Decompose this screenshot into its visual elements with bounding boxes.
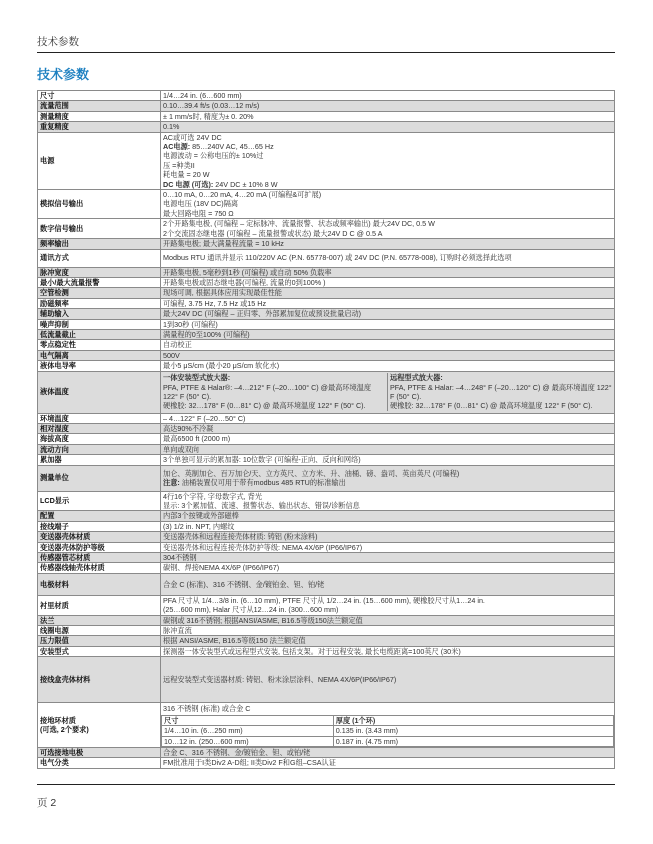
spec-label: 通讯方式 <box>38 249 161 267</box>
spec-label: 线圈电源 <box>38 626 161 636</box>
spec-label: 电气分类 <box>38 758 161 768</box>
spec-value-line <box>163 170 612 179</box>
spec-row <box>38 319 615 329</box>
spec-label: 励磁频率 <box>38 298 161 308</box>
spec-value-line <box>163 229 612 238</box>
spec-value-line <box>163 133 612 142</box>
spec-label: 最小/最大流量报警 <box>38 277 161 287</box>
spec-label: 低流量截止 <box>38 329 161 339</box>
spec-value: 可编程, 3.75 Hz, 7.5 Hz 或15 Hz <box>161 298 615 308</box>
integral-amplifier-column <box>163 373 388 411</box>
spec-row <box>38 532 615 542</box>
spec-value: 变送器壳体和远程连接壳体材质: 铸铝 (粉末涂料) <box>161 532 615 542</box>
spec-value: 最大24V DC (可编程 – 正归零、外部累加复位或预设批量启动) <box>161 309 615 319</box>
spec-table <box>37 90 615 769</box>
spec-value: 3个单独可显示的累加器: 10位数字 (可编程-正向、反向和网络) <box>161 455 615 465</box>
spec-row <box>38 747 615 757</box>
spec-value: 碳钢、焊接NEMA 4X/6P (IP66/IP67) <box>161 563 615 573</box>
spec-value: 开路集电极; 最大满量程流量 = 10 kHz <box>161 239 615 249</box>
spec-row <box>38 361 615 371</box>
spec-row <box>38 521 615 531</box>
spec-row <box>38 132 615 189</box>
spec-label: 噪声抑制 <box>38 319 161 329</box>
spec-value-text: 最大回路电阻 = 750 Ω <box>163 208 234 218</box>
spec-row <box>38 646 615 656</box>
spec-label: 尺寸 <box>38 91 161 101</box>
spec-value-text: 2个交流固态继电器 (可编程 – 流量报警或状态) 最大24V D C @ 0.5 A <box>163 228 383 238</box>
spec-row <box>38 595 615 615</box>
spec-value: 自动校正 <box>161 340 615 350</box>
column-heading: 一体安装型式放大器: <box>163 373 231 383</box>
spec-value: 1/4…24 in. (6…600 mm) <box>161 91 615 101</box>
spec-label: 配置 <box>38 511 161 521</box>
spec-row <box>38 309 615 319</box>
spec-label: 电源 <box>38 132 161 189</box>
spec-value: 单向或双向 <box>161 444 615 454</box>
spec-value: 变送器壳体和远程连接壳体防护等级: NEMA 4X/6P (IP66/IP67) <box>161 542 615 552</box>
spec-value: 0.10…39.4 ft/s (0.03…12 m/s) <box>161 101 615 111</box>
spec-row <box>38 511 615 521</box>
spec-value: 根据 ANSI/ASME, B16.5等级150 法兰额定值 <box>161 636 615 646</box>
spec-row <box>38 298 615 308</box>
spec-label: 环境温度 <box>38 413 161 423</box>
spec-value: Modbus RTU 通讯并显示 110/220V AC (P.N. 65778-007) 或 24V DC (P.N. 65778-008), 订购时必须选择此选项 <box>161 249 615 267</box>
spec-label: 法兰 <box>38 615 161 625</box>
spec-value-text: 85…240V AC, 45…65 Hz <box>190 142 274 152</box>
spec-value: 304不锈钢 <box>161 553 615 563</box>
spec-value-text: PFA 尺寸从 1/4…3/8 in. (6…10 mm), PTFE 尺寸从 1/2…24 in. (15…600 mm), 硬橡胶尺寸从1…24 in. <box>163 595 485 605</box>
column-line: 硬橡胶: 32…178° F (0…81° C) @ 最高环境温度 122° F (50° C). <box>163 401 366 411</box>
spec-row <box>38 239 615 249</box>
spec-value: 高达90%不冷凝 <box>161 423 615 433</box>
grounding-material: 316 不锈钢 (标准) 或合金 C <box>163 704 251 714</box>
spec-row <box>38 444 615 454</box>
spec-label: 传感器管芯材质 <box>38 553 161 563</box>
spec-row <box>38 542 615 552</box>
spec-label: LCD显示 <box>38 491 161 511</box>
page-title: 技术参数 <box>37 67 90 82</box>
running-header: 技术参数 <box>37 36 79 48</box>
spec-value: 脉冲直流 <box>161 626 615 636</box>
spec-row <box>38 434 615 444</box>
spec-row <box>38 615 615 625</box>
spec-row <box>38 111 615 121</box>
spec-row <box>38 703 615 748</box>
spec-label: 液体温度 <box>38 371 161 413</box>
spec-value-text: 0…10 mA, 0…20 mA, 4…20 mA (可编程&可扩展) <box>163 190 322 200</box>
spec-value: 0.1% <box>161 122 615 132</box>
spec-value-line <box>163 190 612 199</box>
spec-value-line <box>163 469 612 478</box>
grounding-cell: 0.187 in. (4.75 mm) <box>333 736 613 746</box>
spec-label: 压力限值 <box>38 636 161 646</box>
spec-value-emphasis: 注意: <box>163 478 180 488</box>
grounding-header: 厚度 (1个环) <box>333 715 613 725</box>
spec-value: 内部3个按键或外部磁棒 <box>161 511 615 521</box>
spec-value-text: 24V DC ± 10% 8 W <box>213 179 278 189</box>
spec-row <box>38 371 615 413</box>
header-divider <box>37 52 615 53</box>
spec-value-line <box>163 492 612 501</box>
footer-divider <box>37 784 615 785</box>
spec-label: 衬里材质 <box>38 595 161 615</box>
spec-value-line <box>163 142 612 151</box>
spec-label: 变送器壳体材质 <box>38 532 161 542</box>
spec-value <box>161 190 615 219</box>
spec-value-line <box>163 219 612 228</box>
spec-value-text: 显示: 3个累加值、流速、报警状态、输出状态、错误/诊断信息 <box>163 501 360 510</box>
spec-value-text: 电源波动 = 公称电压的± 10%过 <box>163 151 264 161</box>
spec-row <box>38 101 615 111</box>
spec-row <box>38 122 615 132</box>
spec-row <box>38 329 615 339</box>
spec-label: 零点稳定性 <box>38 340 161 350</box>
spec-value: 合金 C (标准)、316 不锈钢、金/镀铂金、钽、铂/铑 <box>161 573 615 595</box>
spec-row <box>38 190 615 219</box>
spec-value-text: (25…600 mm), Halar 尺寸从12…24 in. (300…600 mm) <box>163 605 339 615</box>
column-heading: 远程型式放大器: <box>390 373 443 383</box>
spec-value: 开路集电极或固态继电器(可编程, 流量的0到100% ) <box>161 277 615 287</box>
spec-value-text: 4行16个字符, 字母数字式, 背光 <box>163 491 263 501</box>
spec-value: 远程安装型式变送器材质: 铸铝、粉末涂层涂料、NEMA 4X/6P(IP66/IP67) <box>161 657 615 703</box>
spec-row <box>38 573 615 595</box>
spec-row <box>38 636 615 646</box>
spec-value: – 4…122° F (–20…50° C) <box>161 413 615 423</box>
column-line: 硬橡胶: 32…178° F (0…81° C) @ 最高环境温度 122° F (50° C). <box>390 401 593 411</box>
spec-value-line <box>163 605 612 614</box>
spec-label: 累加器 <box>38 455 161 465</box>
spec-label: 空管检测 <box>38 288 161 298</box>
spec-label: 脉冲宽度 <box>38 267 161 277</box>
spec-value-line <box>163 161 612 170</box>
spec-label: 接地环材质 (可选, 2个要求) <box>38 703 161 748</box>
spec-row <box>38 626 615 636</box>
spec-label: 辅助输入 <box>38 309 161 319</box>
spec-label: 流动方向 <box>38 444 161 454</box>
spec-label: 频率输出 <box>38 239 161 249</box>
spec-value: (3) 1/2 in. NPT, 内螺纹 <box>161 521 615 531</box>
spec-value: 500V <box>161 350 615 360</box>
spec-value-line <box>163 151 612 160</box>
spec-row <box>38 91 615 101</box>
spec-row <box>38 350 615 360</box>
spec-row <box>38 657 615 703</box>
spec-value-text: 电源电压 (18V DC)隔离 <box>163 199 239 209</box>
spec-value <box>161 219 615 239</box>
spec-label: 液体电导率 <box>38 361 161 371</box>
spec-value-line <box>163 596 612 605</box>
spec-row <box>38 249 615 267</box>
spec-value: FM批准用于I类Div2 A-D组; II类Div2 F和G组–CSA认证 <box>161 758 615 768</box>
spec-value-text: 2个开路集电极, (可编程 – 定标脉冲、流量报警、状态或频率输出) 最大24V DC, 0.5 W <box>163 219 435 229</box>
spec-value-line <box>163 501 612 510</box>
page-number: 页 2 <box>37 797 57 809</box>
spec-label: 重复精度 <box>38 122 161 132</box>
spec-value-text: 加仑、英制加仑、百万加仑/天、立方英尺、立方米、升、油桶、磅、盎司、英亩英尺 (可编程) <box>163 468 460 478</box>
grounding-cell: 10…12 in. (250…600 mm) <box>162 736 334 746</box>
spec-row <box>38 267 615 277</box>
spec-value-line <box>163 199 612 208</box>
spec-value-emphasis: AC电源: <box>163 142 191 152</box>
spec-row <box>38 758 615 768</box>
spec-label: 模拟信号输出 <box>38 190 161 219</box>
spec-value <box>161 132 615 189</box>
spec-value: ± 1 mm/s时, 精度为± 0. 20% <box>161 111 615 121</box>
spec-value: 最高6500 ft (2000 m) <box>161 434 615 444</box>
spec-row <box>38 491 615 511</box>
spec-value: 满量程的0至100% (可编程) <box>161 329 615 339</box>
spec-row <box>38 340 615 350</box>
spec-label: 数字信号输出 <box>38 219 161 239</box>
spec-value: 现场可调, 根据具体应用实现最佳性能 <box>161 288 615 298</box>
spec-label: 测量精度 <box>38 111 161 121</box>
spec-label: 流量范围 <box>38 101 161 111</box>
spec-value: 碳钢或 316不锈钢; 根据ANSI/ASME, B16.5等级150法兰额定值 <box>161 615 615 625</box>
spec-label: 变送器壳体防护等级 <box>38 542 161 552</box>
grounding-header: 尺寸 <box>162 715 334 725</box>
spec-row <box>38 413 615 423</box>
spec-row <box>38 563 615 573</box>
spec-value: 探测器一体安装型式或远程型式安装, 包括支架。对于远程安装, 最长电缆距离=100英尺 (30米) <box>161 646 615 656</box>
spec-value-text: 压 =种类II <box>163 160 195 170</box>
spec-row <box>38 288 615 298</box>
grounding-ring-table <box>161 715 614 747</box>
temperature-columns <box>163 373 612 411</box>
spec-label: 接线盒壳体材料 <box>38 657 161 703</box>
remote-amplifier-column <box>388 373 612 411</box>
spec-value: 开路集电极, 5毫秒到1秒 (可编程) 或自动 50% 负载率 <box>161 267 615 277</box>
spec-row <box>38 219 615 239</box>
spec-value-text: 耗电量 = 20 W <box>163 170 210 180</box>
column-line: PFA, PTFE & Halar®: –4…212° F (–20…100° C) @最高环境温度122° F (50° C). <box>163 382 372 402</box>
spec-label: 接线端子 <box>38 521 161 531</box>
spec-row <box>38 553 615 563</box>
grounding-cell: 0.135 in. (3.43 mm) <box>333 726 613 736</box>
spec-value <box>161 371 615 413</box>
spec-row <box>38 455 615 465</box>
spec-label: 传感器线轴壳体材质 <box>38 563 161 573</box>
spec-value <box>161 465 615 491</box>
spec-value <box>161 595 615 615</box>
spec-value-emphasis: DC 电源 (可选): <box>163 179 214 189</box>
spec-row <box>38 465 615 491</box>
spec-label: 测量单位 <box>38 465 161 491</box>
spec-label: 安装型式 <box>38 646 161 656</box>
spec-value-text: 油桶装置仅可用于带有modbus 485 RTU的标准输出 <box>179 478 346 488</box>
grounding-cell: 1/4…10 in. (6…250 mm) <box>162 726 334 736</box>
spec-label: 可选接地电极 <box>38 747 161 757</box>
spec-value-line <box>163 478 612 487</box>
spec-value-line <box>163 180 612 189</box>
spec-label: 电极材料 <box>38 573 161 595</box>
spec-row <box>38 423 615 433</box>
spec-value <box>161 491 615 511</box>
spec-value: 合金 C、316 不锈钢、金/镀铂金、钽、或铂/铑 <box>161 747 615 757</box>
spec-value: 1到30秒 (可编程) <box>161 319 615 329</box>
column-line: PFA, PTFE & Halar: –4…248° F (–20…120° C) @ 最高环境温度 122° F (50° C). <box>390 382 612 402</box>
spec-label: 相对湿度 <box>38 423 161 433</box>
spec-value: 最小5 μS/cm (最小20 μS/cm 软化水) <box>161 361 615 371</box>
spec-row <box>38 277 615 287</box>
spec-value-text: AC或可选 24V DC <box>163 132 222 142</box>
spec-value-line <box>163 209 612 218</box>
spec-value <box>161 703 615 748</box>
spec-label: 电气隔离 <box>38 350 161 360</box>
spec-label: 海拔高度 <box>38 434 161 444</box>
